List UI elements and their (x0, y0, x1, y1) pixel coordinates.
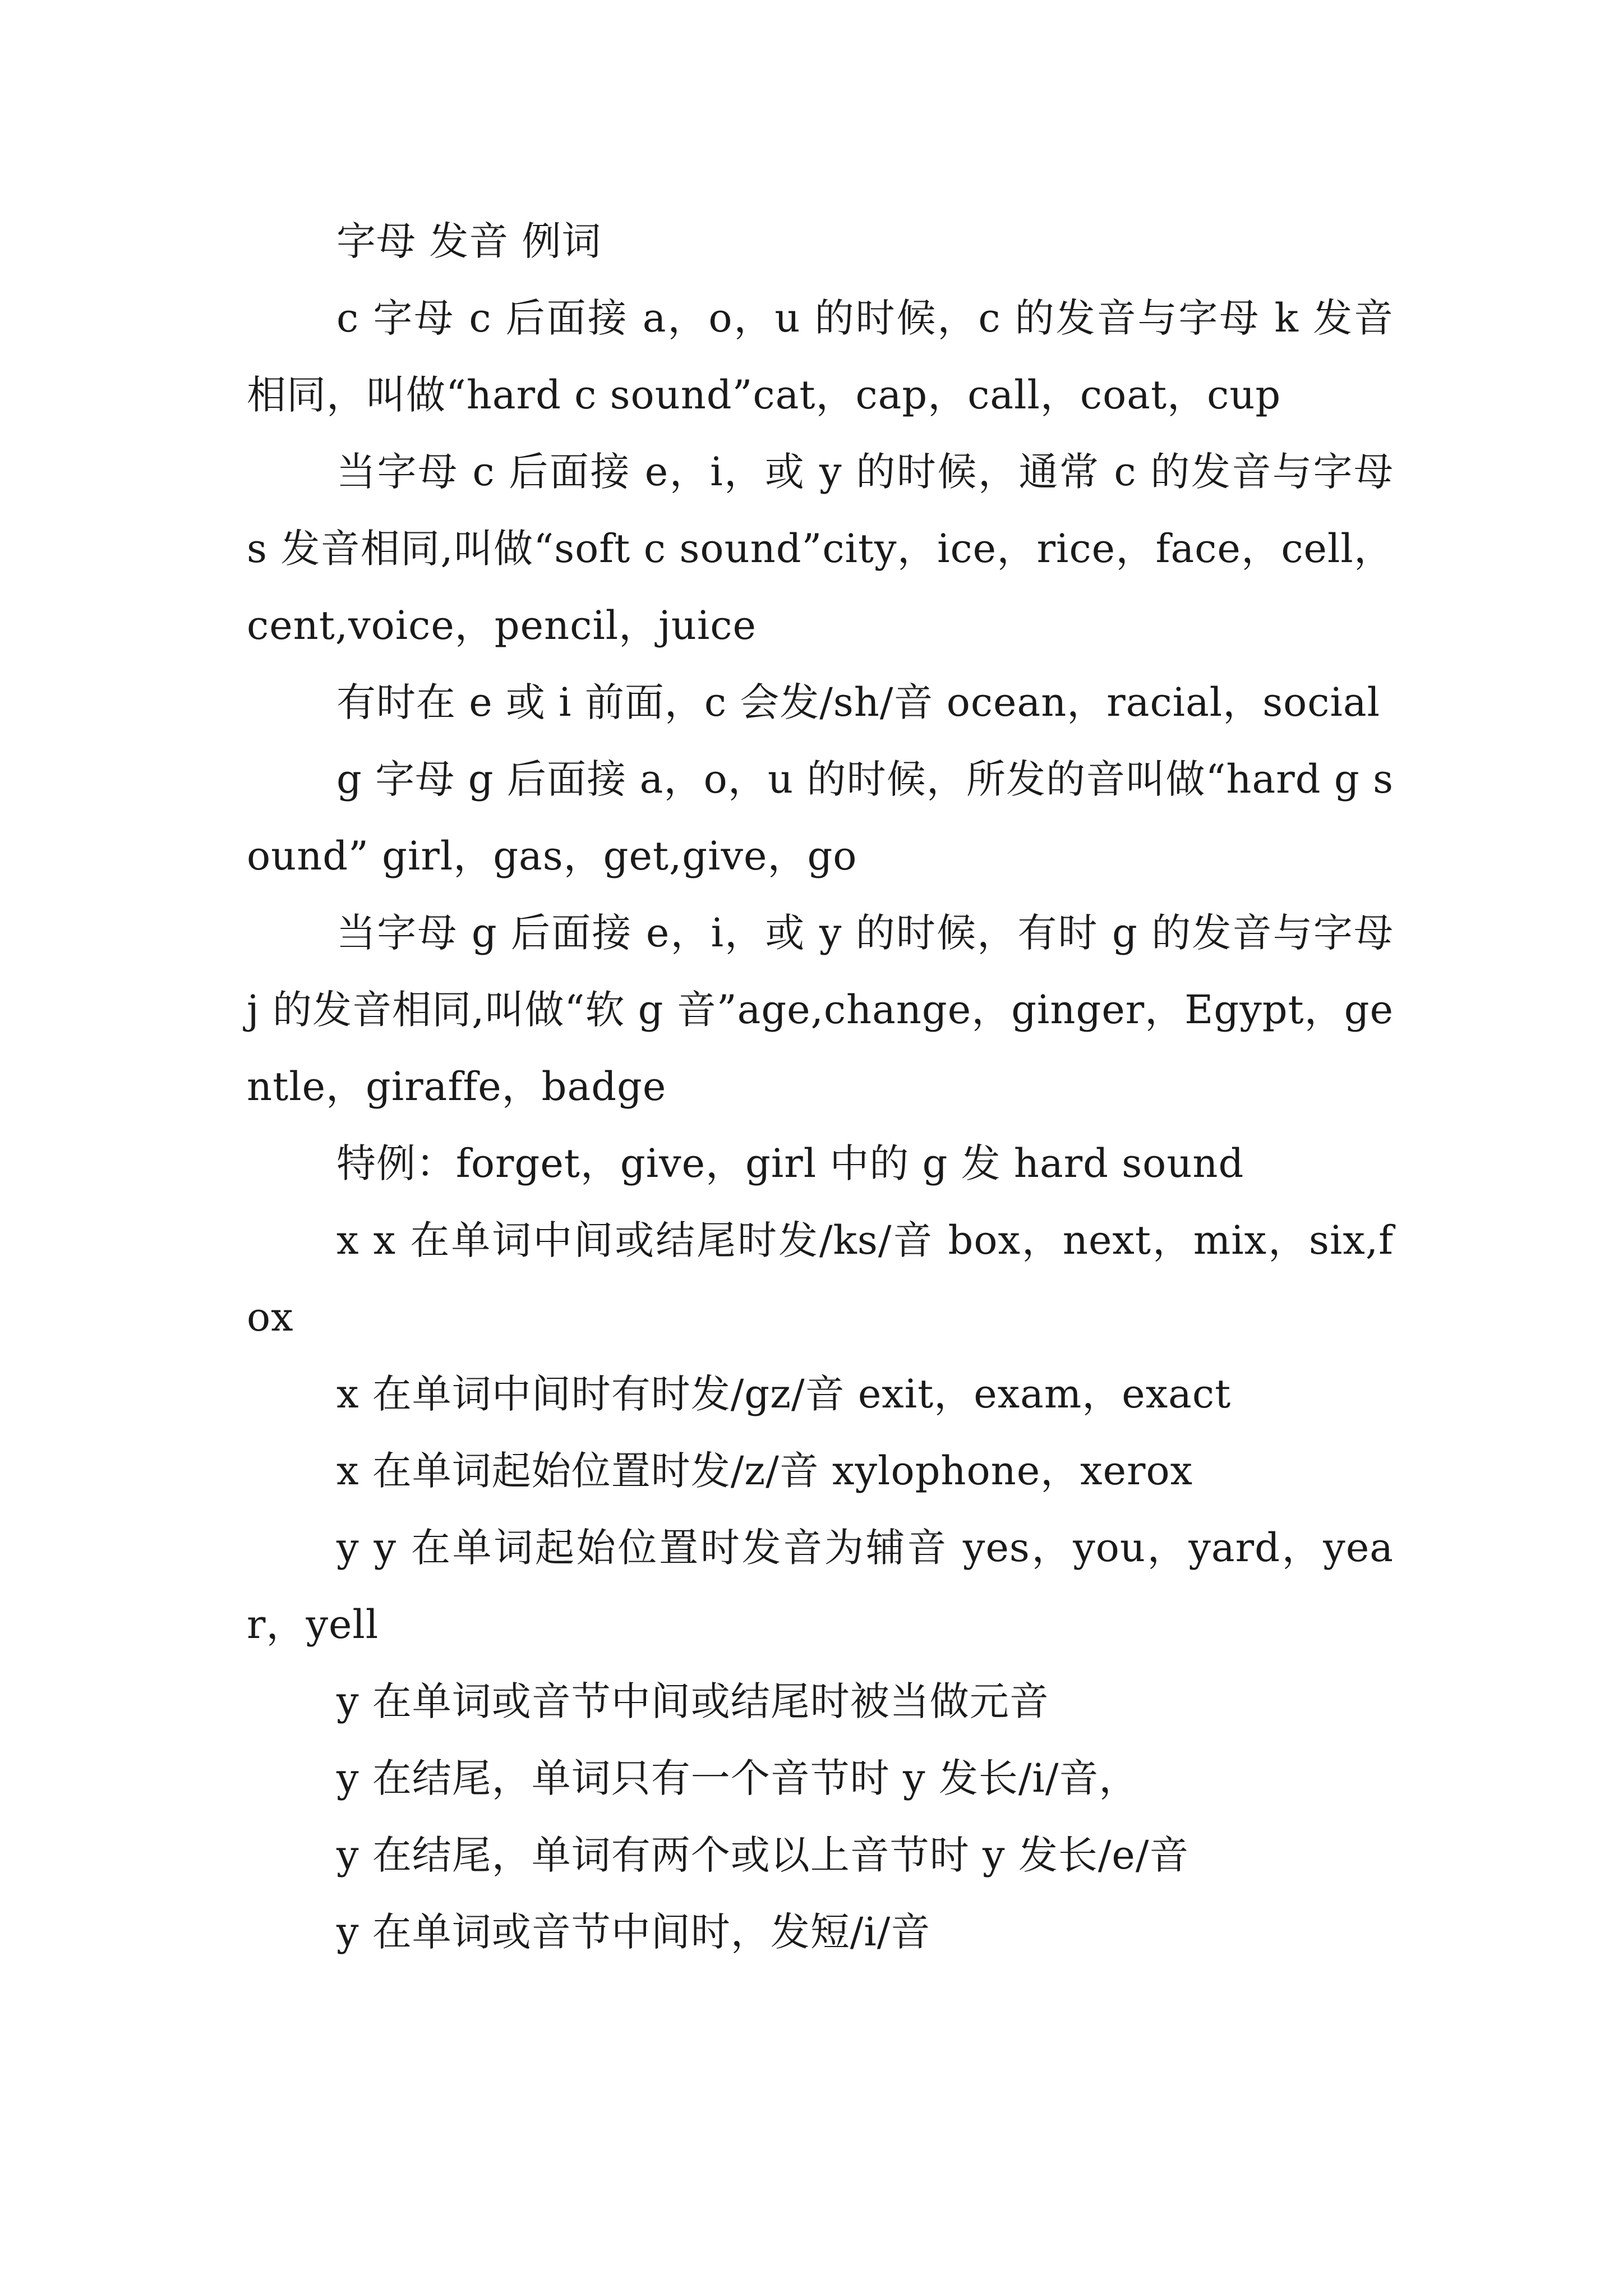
paragraph-x-z: x 在单词起始位置时发/z/音 xylophone，xerox (336, 1448, 1193, 1494)
paragraph-g-hard: g 字母 g 后面接 a，o，u 的时候，所发的音叫做“hard g sound” girl，gas，get,give，go (247, 756, 1394, 879)
paragraph-x-gz: x 在单词中间时有时发/gz/音 exit，exam，exact (336, 1371, 1232, 1417)
paragraph-y-consonant: y y 在单词起始位置时发音为辅音 yes，you，yard，year，yell (247, 1525, 1394, 1648)
paragraph-x-ks: x x 在单词中间或结尾时发/ks/音 box，next，mix，six,fox (247, 1217, 1394, 1340)
paragraph-c-sh: 有时在 e 或 i 前面，c 会发/sh/音 ocean，racial，social (336, 679, 1380, 725)
paragraph-g-soft: 当字母 g 后面接 e，i，或 y 的时候，有时 g 的发音与字母 j 的发音相同,叫做“软 g 音”age,change，ginger，Egypt，gentle，giraffe，badge (247, 910, 1394, 1110)
paragraph-g-exception: 特例：forget，give，girl 中的 g 发 hard sound (336, 1140, 1244, 1186)
paragraph-y-vowel: y 在单词或音节中间或结尾时被当做元音 (336, 1678, 1049, 1724)
paragraph-y-long-i: y 在结尾，单词只有一个音节时 y 发长/i/音， (336, 1755, 1139, 1801)
paragraph-y-short-i: y 在单词或音节中间时，发短/i/音 (336, 1909, 931, 1955)
paragraph-y-long-e: y 在结尾，单词有两个或以上音节时 y 发长/e/音 (336, 1832, 1189, 1878)
document-body (247, 203, 1394, 1971)
header-line: 字母 发音 例词 (336, 218, 602, 264)
paragraph-c-soft: 当字母 c 后面接 e，i，或 y 的时候，通常 c 的发音与字母 s 发音相同,叫做“soft c sound”city，ice，rice，face，cell，cent,voice，pencil，juice (247, 449, 1394, 648)
paragraph-c-hard: c 字母 c 后面接 a，o，u 的时候，c 的发音与字母 k 发音相同，叫做“hard c sound”cat，cap，call，coat，cup (247, 295, 1394, 418)
